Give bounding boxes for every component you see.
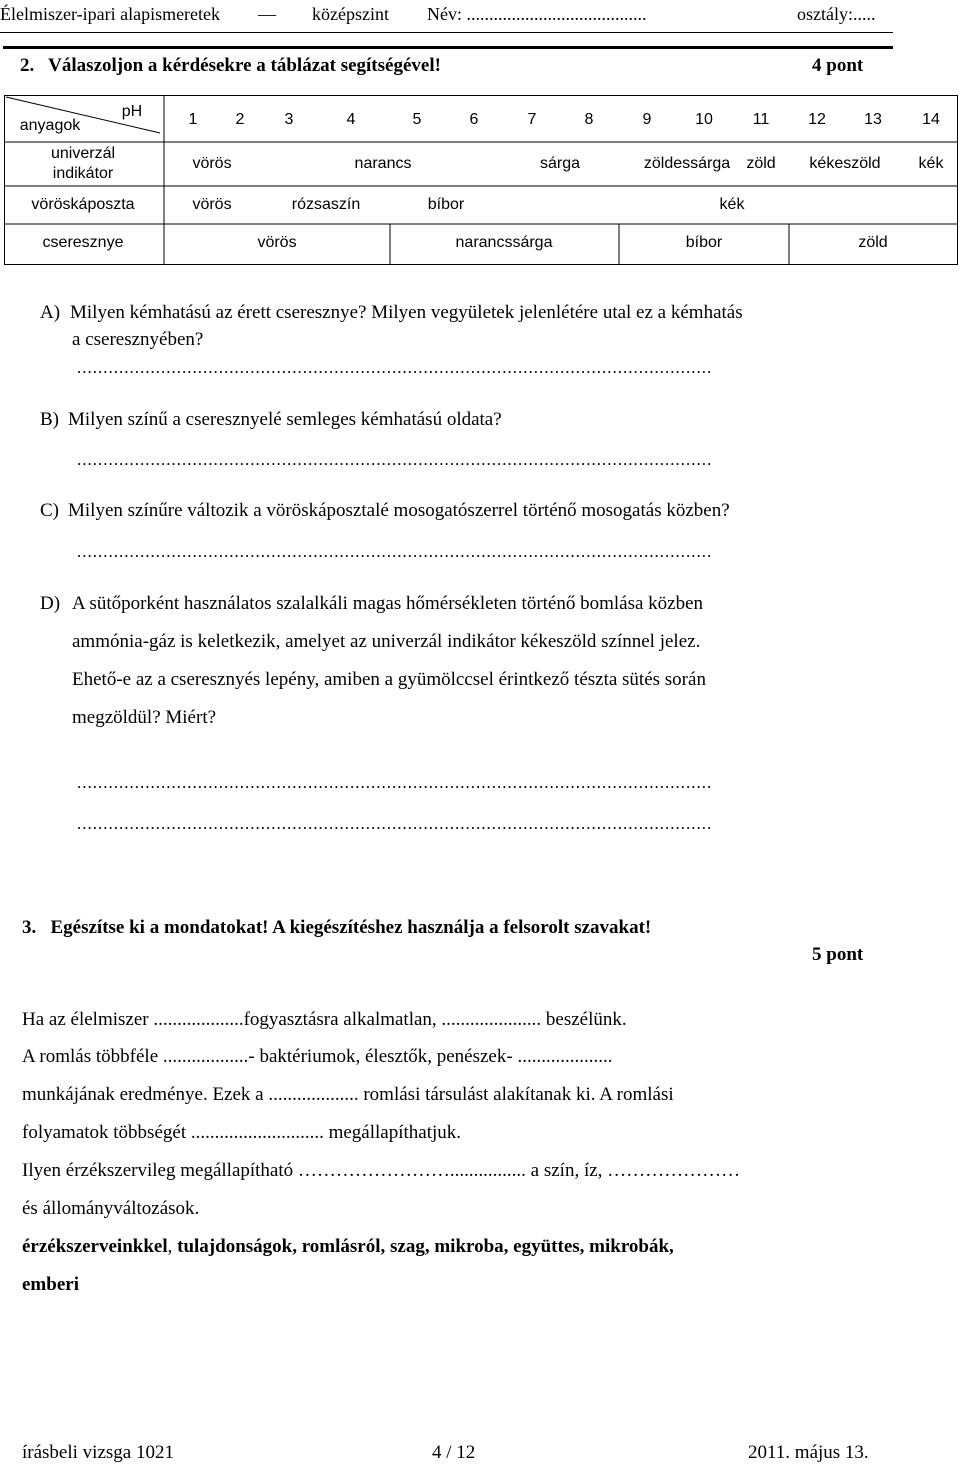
ph-value: 8: [584, 111, 594, 128]
table-cell: vörös: [257, 234, 297, 251]
table-cell: bíbor: [685, 234, 723, 251]
ph-value: 5: [412, 111, 422, 128]
word-bank-line1: [22, 1236, 674, 1258]
question-a-label: A): [40, 302, 61, 323]
ph-value: 11: [752, 111, 770, 128]
table-cell: zöld: [858, 234, 888, 251]
task3-number: 3.: [22, 917, 37, 938]
ph-value: 12: [808, 111, 826, 128]
corner-ph-label: pH: [121, 103, 143, 120]
answer-line-a[interactable]: .........................................................................................................................: [77, 358, 713, 377]
footer-date: 2011. május 13.: [748, 1442, 869, 1463]
task2-title: [20, 55, 441, 77]
header-dash: —: [258, 4, 276, 24]
task3-title: [22, 917, 651, 939]
table-cell: sárga: [539, 155, 581, 172]
table-cell: zöldessárga: [643, 155, 731, 172]
header-name-field: Név: ........................................: [427, 4, 647, 24]
footer-page-number: 4 / 12: [432, 1442, 476, 1463]
question-d-line4: megzöldül? Miért?: [72, 707, 217, 728]
task3-points: 5 pont: [812, 944, 864, 965]
row-label-universal-indicator-line2: indikátor: [52, 165, 114, 182]
word-bank-line2: emberi: [22, 1274, 79, 1295]
table-cell: kékeszöld: [809, 155, 881, 172]
table-cell: bíbor: [427, 196, 465, 213]
table-cell: narancs: [354, 155, 412, 172]
word-bank-first: érzékszerveinkkel: [22, 1236, 168, 1257]
ph-value: 2: [235, 111, 245, 128]
question-b-label: B): [40, 409, 59, 430]
header-rule: [0, 32, 893, 33]
table-cell: kék: [918, 155, 944, 172]
task2-heading: Válaszoljon a kérdésekre a táblázat segítségével!: [48, 55, 441, 76]
ph-value: 13: [864, 111, 882, 128]
question-d-label: D): [40, 593, 61, 614]
ph-value: 4: [346, 111, 356, 128]
task3-heading: Egészítse ki a mondatokat! A kiegészítéshez használja a felsorolt szavakat!: [50, 917, 652, 938]
question-c-text: Milyen színűre változik a vöröskáposztalé mosogatószerrel történő mosogatás közben?: [68, 500, 730, 521]
ph-value: 10: [695, 111, 713, 128]
fill-in-line: folyamatok többségét ............................ megállapíthatjuk.: [22, 1122, 462, 1143]
section-divider: [3, 46, 893, 49]
question-a-line1: Milyen kémhatású az érett cseresznye? Milyen vegyületek jelenlétére utal ez a kémhatás: [70, 302, 743, 323]
word-bank-separator: ,: [167, 1236, 178, 1257]
ph-indicator-table: [4, 95, 958, 265]
ph-value: 1: [188, 111, 198, 128]
table-cell: zöld: [746, 155, 776, 172]
header-class-field: osztály:.....: [797, 4, 876, 24]
fill-in-line: és állományváltozások.: [22, 1198, 200, 1219]
question-b-text: Milyen színű a cseresznyelé semleges kémhatású oldata?: [68, 409, 502, 430]
fill-in-line: Ilyen érzékszervileg megállapítható ……………………................ a szín, íz, …………………: [22, 1160, 741, 1181]
row-label-universal-indicator-line1: univerzál: [50, 145, 116, 162]
fill-in-line: munkájának eredménye. Ezek a ................... romlási társulást alakítanak ki. A romlási: [22, 1084, 674, 1105]
row-label-cherry: cseresznye: [42, 234, 124, 251]
question-d-line1: A sütőporként használatos szalalkáli magas hőmérsékleten történő bomlása közben: [72, 593, 704, 614]
fill-in-line: Ha az élelmiszer ...................fogyasztásra alkalmatlan, ..................... beszélünk.: [22, 1009, 627, 1030]
header-level: középszint: [312, 4, 389, 24]
task2-points: 4 pont: [812, 55, 864, 76]
answer-line-b[interactable]: .........................................................................................................................: [77, 450, 713, 469]
ph-value: 14: [922, 111, 940, 128]
task2-number: 2.: [20, 55, 35, 76]
answer-line-c[interactable]: .........................................................................................................................: [77, 542, 713, 561]
question-c-label: C): [40, 500, 59, 521]
fill-in-line: A romlás többféle ..................- baktériumok, élesztők, penészek- ....................: [22, 1046, 613, 1067]
question-d-line2: ammónia-gáz is keletkezik, amelyet az univerzál indikátor kékeszöld színnel jelez.: [72, 631, 701, 652]
question-a-line2: a cseresznyében?: [72, 329, 204, 350]
word-bank-rest: tulajdonságok, romlásról, szag, mikroba, együttes, mikrobák,: [177, 1236, 674, 1257]
question-d-line3: Ehető-e az a cseresznyés lepény, amiben a gyümölccsel érintkező tészta sütés során: [72, 669, 706, 690]
answer-line-d1[interactable]: .........................................................................................................................: [77, 773, 713, 792]
footer-exam: írásbeli vizsga 1021: [22, 1442, 174, 1463]
header-subject: Élelmiszer-ipari alapismeretek: [0, 4, 221, 24]
table-cell: vörös: [192, 155, 232, 172]
table-cell: vörös: [192, 196, 232, 213]
table-cell: narancssárga: [455, 234, 553, 251]
ph-value: 9: [642, 111, 652, 128]
table-cell: kék: [719, 196, 745, 213]
page-header: [0, 0, 960, 30]
corner-anyagok-label: anyagok: [19, 117, 81, 134]
row-label-red-cabbage: vöröskáposzta: [31, 196, 135, 213]
answer-line-d2[interactable]: .........................................................................................................................: [77, 814, 713, 833]
table-cell: rózsaszín: [291, 196, 361, 213]
ph-value: 7: [527, 111, 537, 128]
ph-value: 3: [284, 111, 294, 128]
ph-value: 6: [469, 111, 479, 128]
